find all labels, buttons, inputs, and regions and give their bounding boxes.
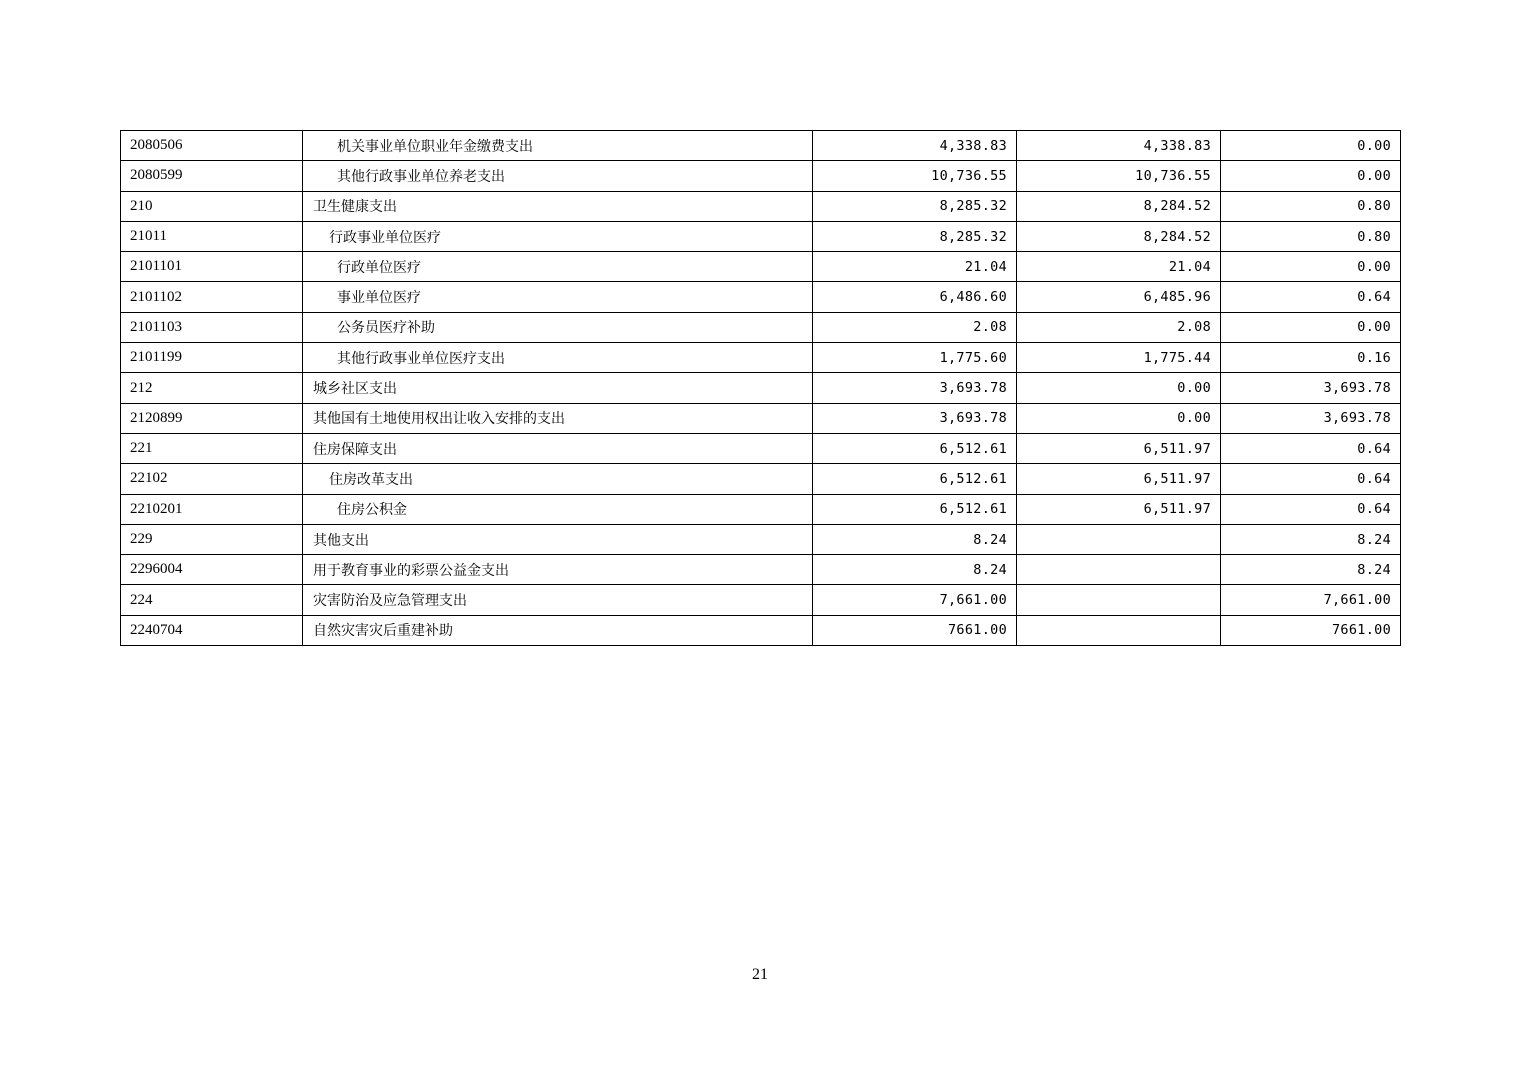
row-code-cell: 212 — [121, 373, 303, 403]
row-name-cell: 用于教育事业的彩票公益金支出 — [303, 555, 813, 585]
row-basic-cell: 2.08 — [1017, 312, 1221, 342]
row-total-cell: 8.24 — [813, 555, 1017, 585]
table-row — [121, 615, 1401, 645]
row-project-cell: 0.16 — [1221, 343, 1401, 373]
row-basic-cell: 10,736.55 — [1017, 161, 1221, 191]
row-total-cell: 6,486.60 — [813, 282, 1017, 312]
row-basic-cell — [1017, 585, 1221, 615]
table-row — [121, 403, 1401, 433]
row-name-cell: 行政事业单位医疗 — [303, 221, 813, 251]
row-project-cell: 3,693.78 — [1221, 403, 1401, 433]
row-total-cell: 1,775.60 — [813, 343, 1017, 373]
row-name-cell: 其他支出 — [303, 524, 813, 554]
table-row — [121, 555, 1401, 585]
table-row — [121, 252, 1401, 282]
row-code-cell: 2296004 — [121, 555, 303, 585]
row-project-cell: 3,693.78 — [1221, 373, 1401, 403]
table-row — [121, 373, 1401, 403]
row-total-cell: 2.08 — [813, 312, 1017, 342]
row-project-cell: 0.00 — [1221, 161, 1401, 191]
row-name-cell: 灾害防治及应急管理支出 — [303, 585, 813, 615]
row-basic-cell — [1017, 524, 1221, 554]
row-name-cell: 其他行政事业单位养老支出 — [303, 161, 813, 191]
table-row — [121, 312, 1401, 342]
table-row — [121, 524, 1401, 554]
row-code-cell: 21011 — [121, 221, 303, 251]
table-row — [121, 343, 1401, 373]
row-code-cell: 2080506 — [121, 131, 303, 161]
row-basic-cell: 0.00 — [1017, 373, 1221, 403]
row-total-cell: 8,285.32 — [813, 191, 1017, 221]
row-total-cell: 8.24 — [813, 524, 1017, 554]
row-total-cell: 21.04 — [813, 252, 1017, 282]
row-project-cell: 0.00 — [1221, 131, 1401, 161]
table-row — [121, 282, 1401, 312]
row-code-cell: 2080599 — [121, 161, 303, 191]
row-code-cell: 224 — [121, 585, 303, 615]
budget-table-body — [121, 131, 1401, 646]
table-row — [121, 433, 1401, 463]
row-total-cell: 3,693.78 — [813, 373, 1017, 403]
row-project-cell: 0.80 — [1221, 221, 1401, 251]
row-name-cell: 事业单位医疗 — [303, 282, 813, 312]
row-code-cell: 210 — [121, 191, 303, 221]
row-project-cell: 8.24 — [1221, 524, 1401, 554]
row-name-cell: 住房改革支出 — [303, 464, 813, 494]
row-code-cell: 221 — [121, 433, 303, 463]
row-total-cell: 7,661.00 — [813, 585, 1017, 615]
row-project-cell: 0.64 — [1221, 433, 1401, 463]
row-name-cell: 住房保障支出 — [303, 433, 813, 463]
row-project-cell: 7,661.00 — [1221, 585, 1401, 615]
row-basic-cell: 4,338.83 — [1017, 131, 1221, 161]
row-name-cell: 其他行政事业单位医疗支出 — [303, 343, 813, 373]
row-basic-cell: 0.00 — [1017, 403, 1221, 433]
row-code-cell: 2240704 — [121, 615, 303, 645]
row-code-cell: 2120899 — [121, 403, 303, 433]
row-project-cell: 0.00 — [1221, 252, 1401, 282]
row-project-cell: 0.80 — [1221, 191, 1401, 221]
row-basic-cell: 6,511.97 — [1017, 464, 1221, 494]
row-name-cell: 公务员医疗补助 — [303, 312, 813, 342]
row-total-cell: 6,512.61 — [813, 494, 1017, 524]
row-project-cell: 8.24 — [1221, 555, 1401, 585]
row-name-cell: 住房公积金 — [303, 494, 813, 524]
row-basic-cell — [1017, 555, 1221, 585]
table-row — [121, 191, 1401, 221]
row-total-cell: 4,338.83 — [813, 131, 1017, 161]
row-project-cell: 7661.00 — [1221, 615, 1401, 645]
table-row — [121, 494, 1401, 524]
row-total-cell: 7661.00 — [813, 615, 1017, 645]
row-basic-cell — [1017, 615, 1221, 645]
row-basic-cell: 6,485.96 — [1017, 282, 1221, 312]
row-total-cell: 6,512.61 — [813, 464, 1017, 494]
row-total-cell: 3,693.78 — [813, 403, 1017, 433]
budget-table — [120, 130, 1401, 646]
row-code-cell: 2101103 — [121, 312, 303, 342]
row-code-cell: 2210201 — [121, 494, 303, 524]
table-row — [121, 161, 1401, 191]
page-number: 21 — [752, 966, 768, 983]
table-row — [121, 585, 1401, 615]
table-row — [121, 221, 1401, 251]
row-total-cell: 8,285.32 — [813, 221, 1017, 251]
row-basic-cell: 1,775.44 — [1017, 343, 1221, 373]
row-code-cell: 229 — [121, 524, 303, 554]
row-code-cell: 2101199 — [121, 343, 303, 373]
row-project-cell: 0.64 — [1221, 282, 1401, 312]
table-row — [121, 131, 1401, 161]
row-basic-cell: 6,511.97 — [1017, 433, 1221, 463]
row-basic-cell: 8,284.52 — [1017, 221, 1221, 251]
row-code-cell: 2101102 — [121, 282, 303, 312]
row-project-cell: 0.00 — [1221, 312, 1401, 342]
row-name-cell: 自然灾害灾后重建补助 — [303, 615, 813, 645]
row-code-cell: 2101101 — [121, 252, 303, 282]
row-basic-cell: 6,511.97 — [1017, 494, 1221, 524]
row-code-cell: 22102 — [121, 464, 303, 494]
row-project-cell: 0.64 — [1221, 464, 1401, 494]
row-total-cell: 6,512.61 — [813, 433, 1017, 463]
row-name-cell: 卫生健康支出 — [303, 191, 813, 221]
row-project-cell: 0.64 — [1221, 494, 1401, 524]
row-name-cell: 其他国有土地使用权出让收入安排的支出 — [303, 403, 813, 433]
budget-table-container — [120, 130, 1400, 646]
table-row — [121, 464, 1401, 494]
row-total-cell: 10,736.55 — [813, 161, 1017, 191]
row-basic-cell: 21.04 — [1017, 252, 1221, 282]
row-name-cell: 城乡社区支出 — [303, 373, 813, 403]
row-basic-cell: 8,284.52 — [1017, 191, 1221, 221]
row-name-cell: 行政单位医疗 — [303, 252, 813, 282]
row-name-cell: 机关事业单位职业年金缴费支出 — [303, 131, 813, 161]
